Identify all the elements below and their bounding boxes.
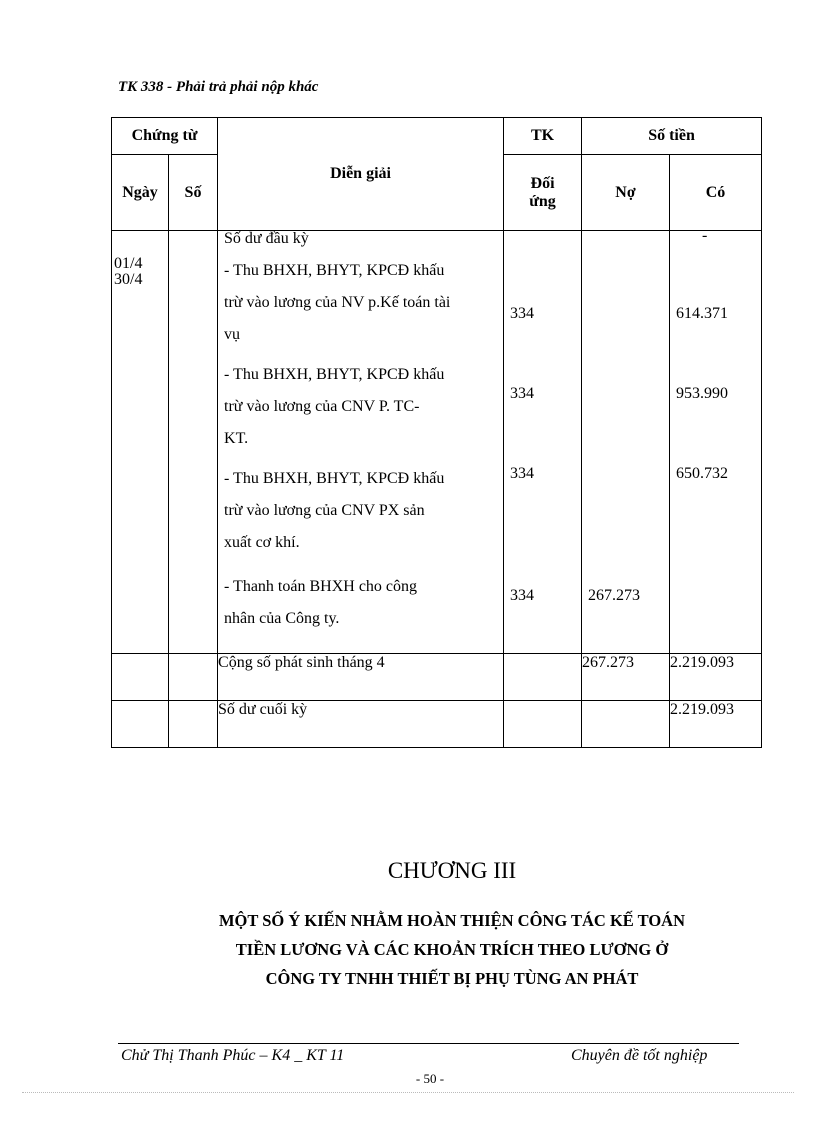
header-account-top: TK xyxy=(504,118,582,155)
description-cell xyxy=(218,231,504,654)
header-credit: Có xyxy=(670,155,762,231)
chapter-subtitle: MỘT SỐ Ý KIẾN NHẰM HOÀN THIỆN CÔNG TÁC KẾ TOÁN TIỀN LƯƠNG VÀ CÁC KHOẢN TRÍCH THEO LƯƠNG Ở CÔNG TY TNHH THIẾT BỊ PHỤ TÙNG AN PHÁT xyxy=(218,911,686,988)
entry-4: - Thanh toán BHXH cho công nhân của Công ty. xyxy=(224,578,418,627)
credit-cell xyxy=(670,227,762,654)
page-number: - 50 - xyxy=(415,1071,445,1086)
header-voucher: Chứng từ xyxy=(112,118,218,155)
date-2: 30/4 xyxy=(114,271,143,288)
section-title: TK 338 - Phải trả phải nộp khác xyxy=(118,79,319,95)
date-cell xyxy=(112,231,169,654)
account-2: 334 xyxy=(510,385,535,402)
date-1: 01/4 xyxy=(114,255,143,272)
credit-2: 953.990 xyxy=(676,385,729,402)
total-description: Cộng số phát sinh tháng 4 xyxy=(218,654,504,701)
account-3: 334 xyxy=(510,465,535,482)
footer-doc-type: Chuyên đề tốt nghiệp xyxy=(571,1047,708,1064)
entry-3: - Thu BHXH, BHYT, KPCĐ khấu trừ vào lương của CNV PX sản xuất cơ khí. xyxy=(224,470,445,551)
header-debit: Nợ xyxy=(582,155,670,231)
account-4: 334 xyxy=(510,587,535,604)
opening-credit: - xyxy=(702,227,708,244)
header-number: Số xyxy=(169,155,218,231)
number-cell xyxy=(169,231,218,654)
account-1: 334 xyxy=(510,305,535,322)
chapter-title: CHƯƠNG III xyxy=(387,858,517,883)
closing-row xyxy=(112,701,762,748)
debit-4: 267.273 xyxy=(588,587,641,604)
header-row-1 xyxy=(112,118,762,155)
body-row xyxy=(112,231,762,654)
credit-3: 650.732 xyxy=(676,465,729,482)
entry-1: - Thu BHXH, BHYT, KPCĐ khấu trừ vào lương của NV p.Kế toán tài vụ xyxy=(224,262,451,343)
footer-author: Chử Thị Thanh Phúc – K4 _ KT 11 xyxy=(121,1047,345,1064)
page-edge-divider xyxy=(22,1092,794,1093)
header-date: Ngày xyxy=(112,155,169,231)
closing-credit: 2.219.093 xyxy=(670,701,762,748)
opening-description: Số dư đầu kỳ xyxy=(224,230,309,247)
header-account-bottom: Đối ứng xyxy=(504,155,582,231)
total-debit: 267.273 xyxy=(582,654,670,701)
total-credit: 2.219.093 xyxy=(670,654,762,701)
closing-description: Số dư cuối kỳ xyxy=(218,701,504,748)
footer-rule xyxy=(118,1043,739,1044)
header-amount: Số tiền xyxy=(582,118,762,155)
credit-1: 614.371 xyxy=(676,305,729,322)
debit-cell xyxy=(582,231,670,654)
account-cell xyxy=(504,231,582,654)
ledger-table xyxy=(111,117,762,748)
total-row xyxy=(112,654,762,701)
header-description: Diễn giải xyxy=(218,118,504,231)
entry-2: - Thu BHXH, BHYT, KPCĐ khấu trừ vào lương của CNV P. TC- KT. xyxy=(224,366,445,447)
